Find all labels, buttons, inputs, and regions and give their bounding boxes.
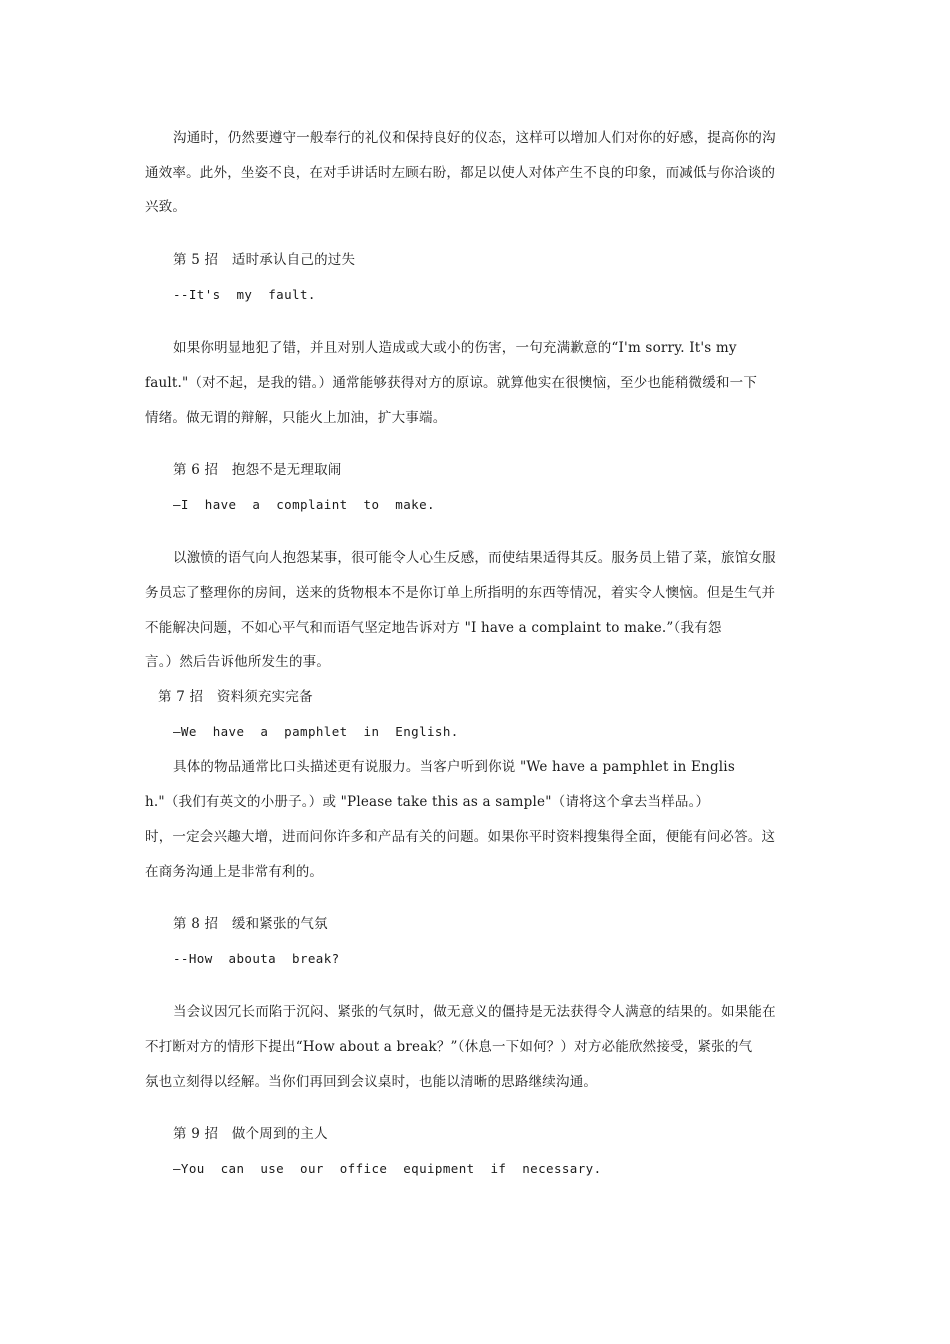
english-phrase-7: —We have a pamphlet in English. [173, 724, 459, 739]
paragraph-line: 不能解决问题，不如心平气和而语气坚定地告诉对方 "I have a complaint to make.”（我有怨 [145, 620, 722, 636]
paragraph-line: fault."（对不起，是我的错。）通常能够获得对方的原谅。就算他实在很懊恼，至少也能稍微缓和一下 [145, 375, 758, 391]
english-phrase-5: --It's my fault. [173, 287, 316, 302]
paragraph-line: 当会议因冗长而陷于沉闷、紧张的气氛时，做无意义的僵持是无法获得令人满意的结果的。如果能在 [173, 1004, 776, 1020]
paragraph-line: 如果你明显地犯了错，并且对别人造成或大或小的伤害，一句充满歉意的“I'm sorry. It's my [173, 340, 737, 356]
section-heading-5: 第 5 招 适时承认自己的过失 [173, 252, 356, 268]
section-heading-6: 第 6 招 抱怨不是无理取闹 [173, 462, 342, 478]
paragraph-line: 通效率。此外，坐姿不良，在对手讲话时左顾右盼，都足以使人对体产生不良的印象，而减低与你洽谈的 [145, 165, 776, 181]
paragraph-line: 具体的物品通常比口头描述更有说服力。当客户听到你说 "We have a pamphlet in Englis [173, 759, 735, 775]
english-phrase-9: —You can use our office equipment if necessary. [173, 1161, 602, 1176]
section-heading-9: 第 9 招 做个周到的主人 [173, 1126, 328, 1142]
paragraph-line: 以激愤的语气向人抱怨某事，很可能令人心生反感，而使结果适得其反。服务员上错了菜，旅馆女服 [173, 550, 776, 566]
paragraph-line: 氛也立刻得以经解。当你们再回到会议桌时，也能以清晰的思路继续沟通。 [145, 1074, 598, 1090]
paragraph-line: 不打断对方的情形下提出“How about a break？”（休息一下如何？）对方必能欣然接受，紧张的气 [145, 1039, 753, 1055]
english-phrase-6: —I have a complaint to make. [173, 497, 435, 512]
paragraph-line: 务员忘了整理你的房间，送来的货物根本不是你订单上所指明的东西等情况，着实令人懊恼。但是生气并 [145, 585, 776, 601]
paragraph-line: 时，一定会兴趣大增，进而问你许多和产品有关的问题。如果你平时资料搜集得全面，便能有问必答。这 [145, 829, 776, 845]
english-phrase-8: --How abouta break? [173, 951, 340, 966]
paragraph-line: 兴致。 [145, 199, 187, 215]
paragraph-line: 情绪。做无谓的辩解，只能火上加油，扩大事端。 [145, 410, 447, 426]
paragraph-line: 言。）然后告诉他所发生的事。 [145, 654, 331, 670]
section-heading-7: 第 7 招 资料须充实完备 [158, 689, 313, 705]
section-heading-8: 第 8 招 缓和紧张的气氛 [173, 916, 328, 932]
paragraph-line: 沟通时，仍然要遵守一般奉行的礼仪和保持良好的仪态，这样可以增加人们对你的好感，提高你的沟 [173, 130, 776, 146]
paragraph-line: 在商务沟通上是非常有利的。 [145, 864, 324, 880]
paragraph-line: h."（我们有英文的小册子。）或 "Please take this as a sample"（请将这个拿去当样品。） [145, 794, 710, 810]
